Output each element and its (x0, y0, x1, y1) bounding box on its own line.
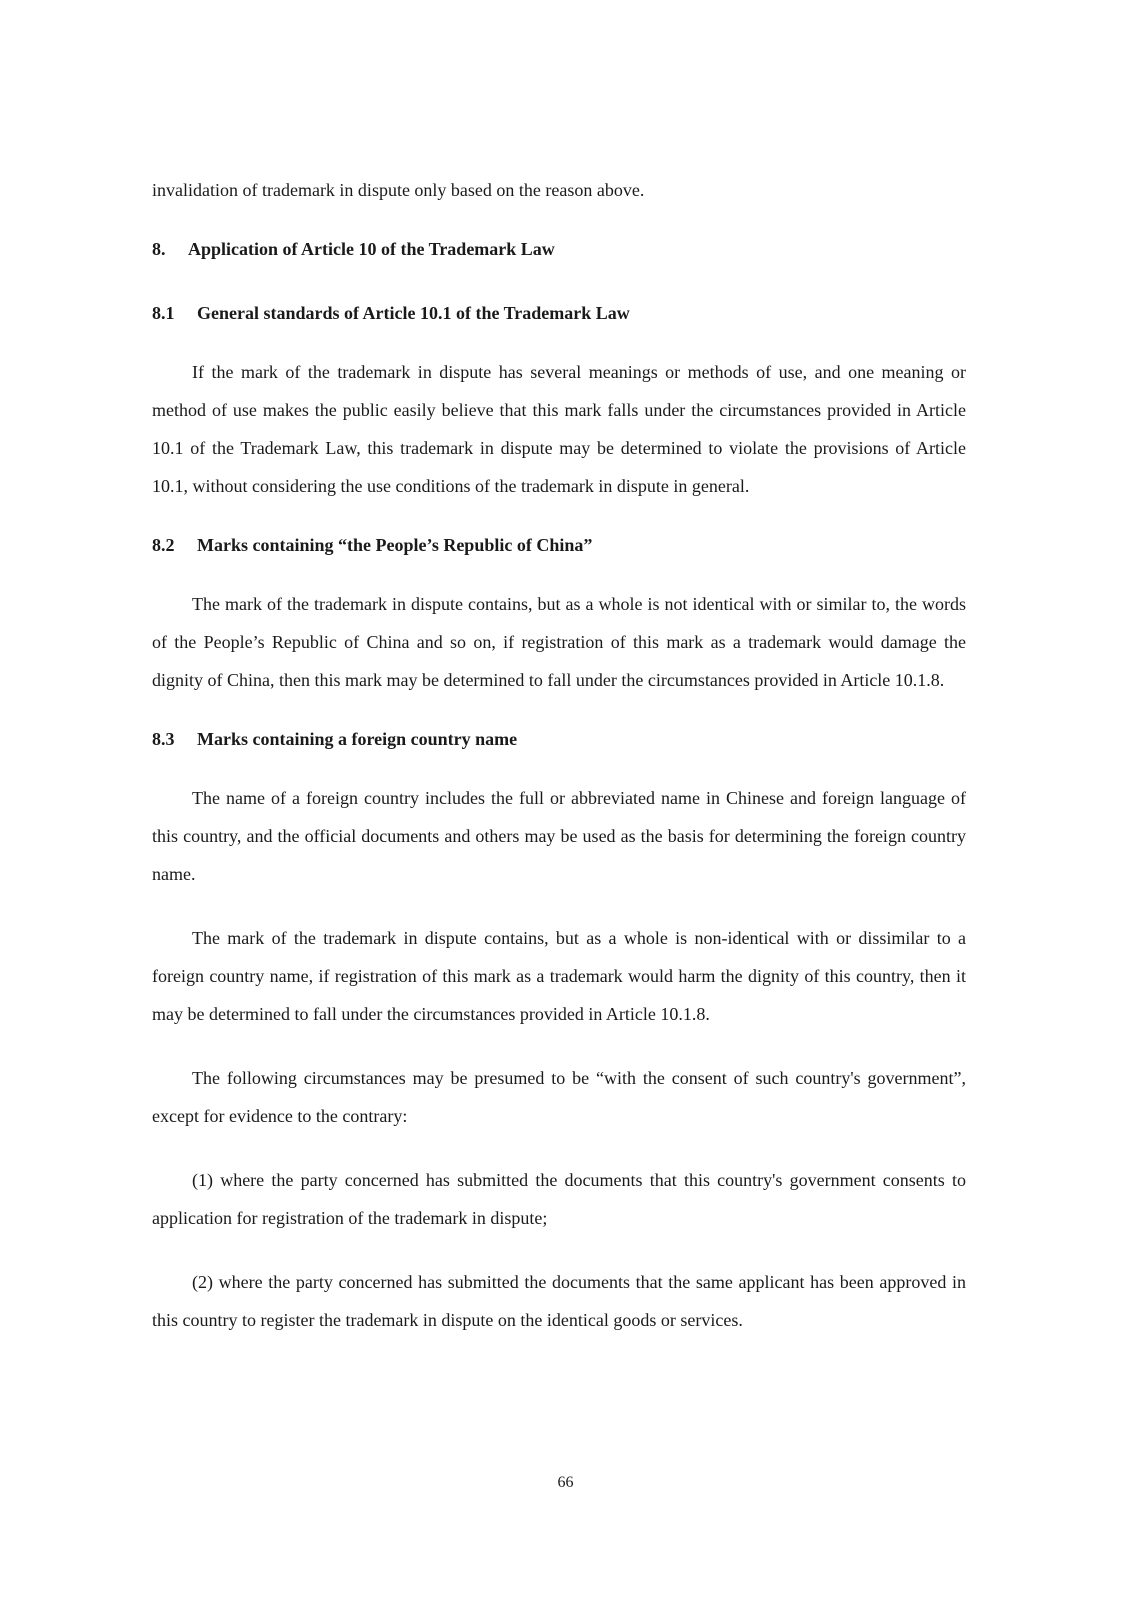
paragraph: The mark of the trademark in dispute contains, but as a whole is not identical with or similar to, the words of the People’s Republic of China and so on, if registration of this mark as a trademark would damage the dignity of China, then this mark may be determined to fall under the circumstances provided in Article 10.1.8. (152, 594, 966, 690)
section-title: Marks containing “the People’s Republic of China” (197, 535, 593, 555)
list-item: (1) where the party concerned has submitted the documents that this country's government consents to application for registration of the trademark in dispute; (152, 1170, 966, 1228)
paragraph: The mark of the trademark in dispute contains, but as a whole is non-identical with or dissimilar to a foreign country name, if registration of this mark as a trademark would harm the dignity of this country, then it may be determined to fall under the circumstances provided in Article 10.1.8. (152, 928, 966, 1024)
section-8-3-heading (152, 725, 966, 753)
paragraph: The name of a foreign country includes the full or abbreviated name in Chinese and foreign language of this country, and the official documents and others may be used as the basis for determining the foreign country name. (152, 788, 966, 884)
section-8-2-heading (152, 531, 966, 559)
section-number: 8. (152, 239, 166, 259)
carryover-paragraph: invalidation of trademark in dispute only based on the reason above. (152, 180, 645, 200)
section-title: Marks containing a foreign country name (197, 729, 518, 749)
document-page (152, 171, 966, 1339)
section-8-1-heading (152, 299, 966, 327)
paragraph: If the mark of the trademark in dispute has several meanings or methods of use, and one meaning or method of use makes the public easily believe that this mark falls under the circumstances provided in Article 10.1 of the Trademark Law, this trademark in dispute may be determined to violate the provisions of Article 10.1, without considering the use conditions of the trademark in dispute in general. (152, 362, 966, 496)
section-title: Application of Article 10 of the Trademark Law (188, 239, 555, 259)
section-number: 8.1 (152, 303, 175, 323)
page-number: 66 (557, 1474, 574, 1491)
section-8-heading (152, 235, 966, 263)
list-item: (2) where the party concerned has submitted the documents that the same applicant has been approved in this country to register the trademark in dispute on the identical goods or services. (152, 1272, 966, 1330)
paragraph: The following circumstances may be presumed to be “with the consent of such country's government”, except for evidence to the contrary: (152, 1068, 966, 1126)
section-number: 8.3 (152, 729, 175, 749)
section-number: 8.2 (152, 535, 175, 555)
section-title: General standards of Article 10.1 of the Trademark Law (197, 303, 630, 323)
